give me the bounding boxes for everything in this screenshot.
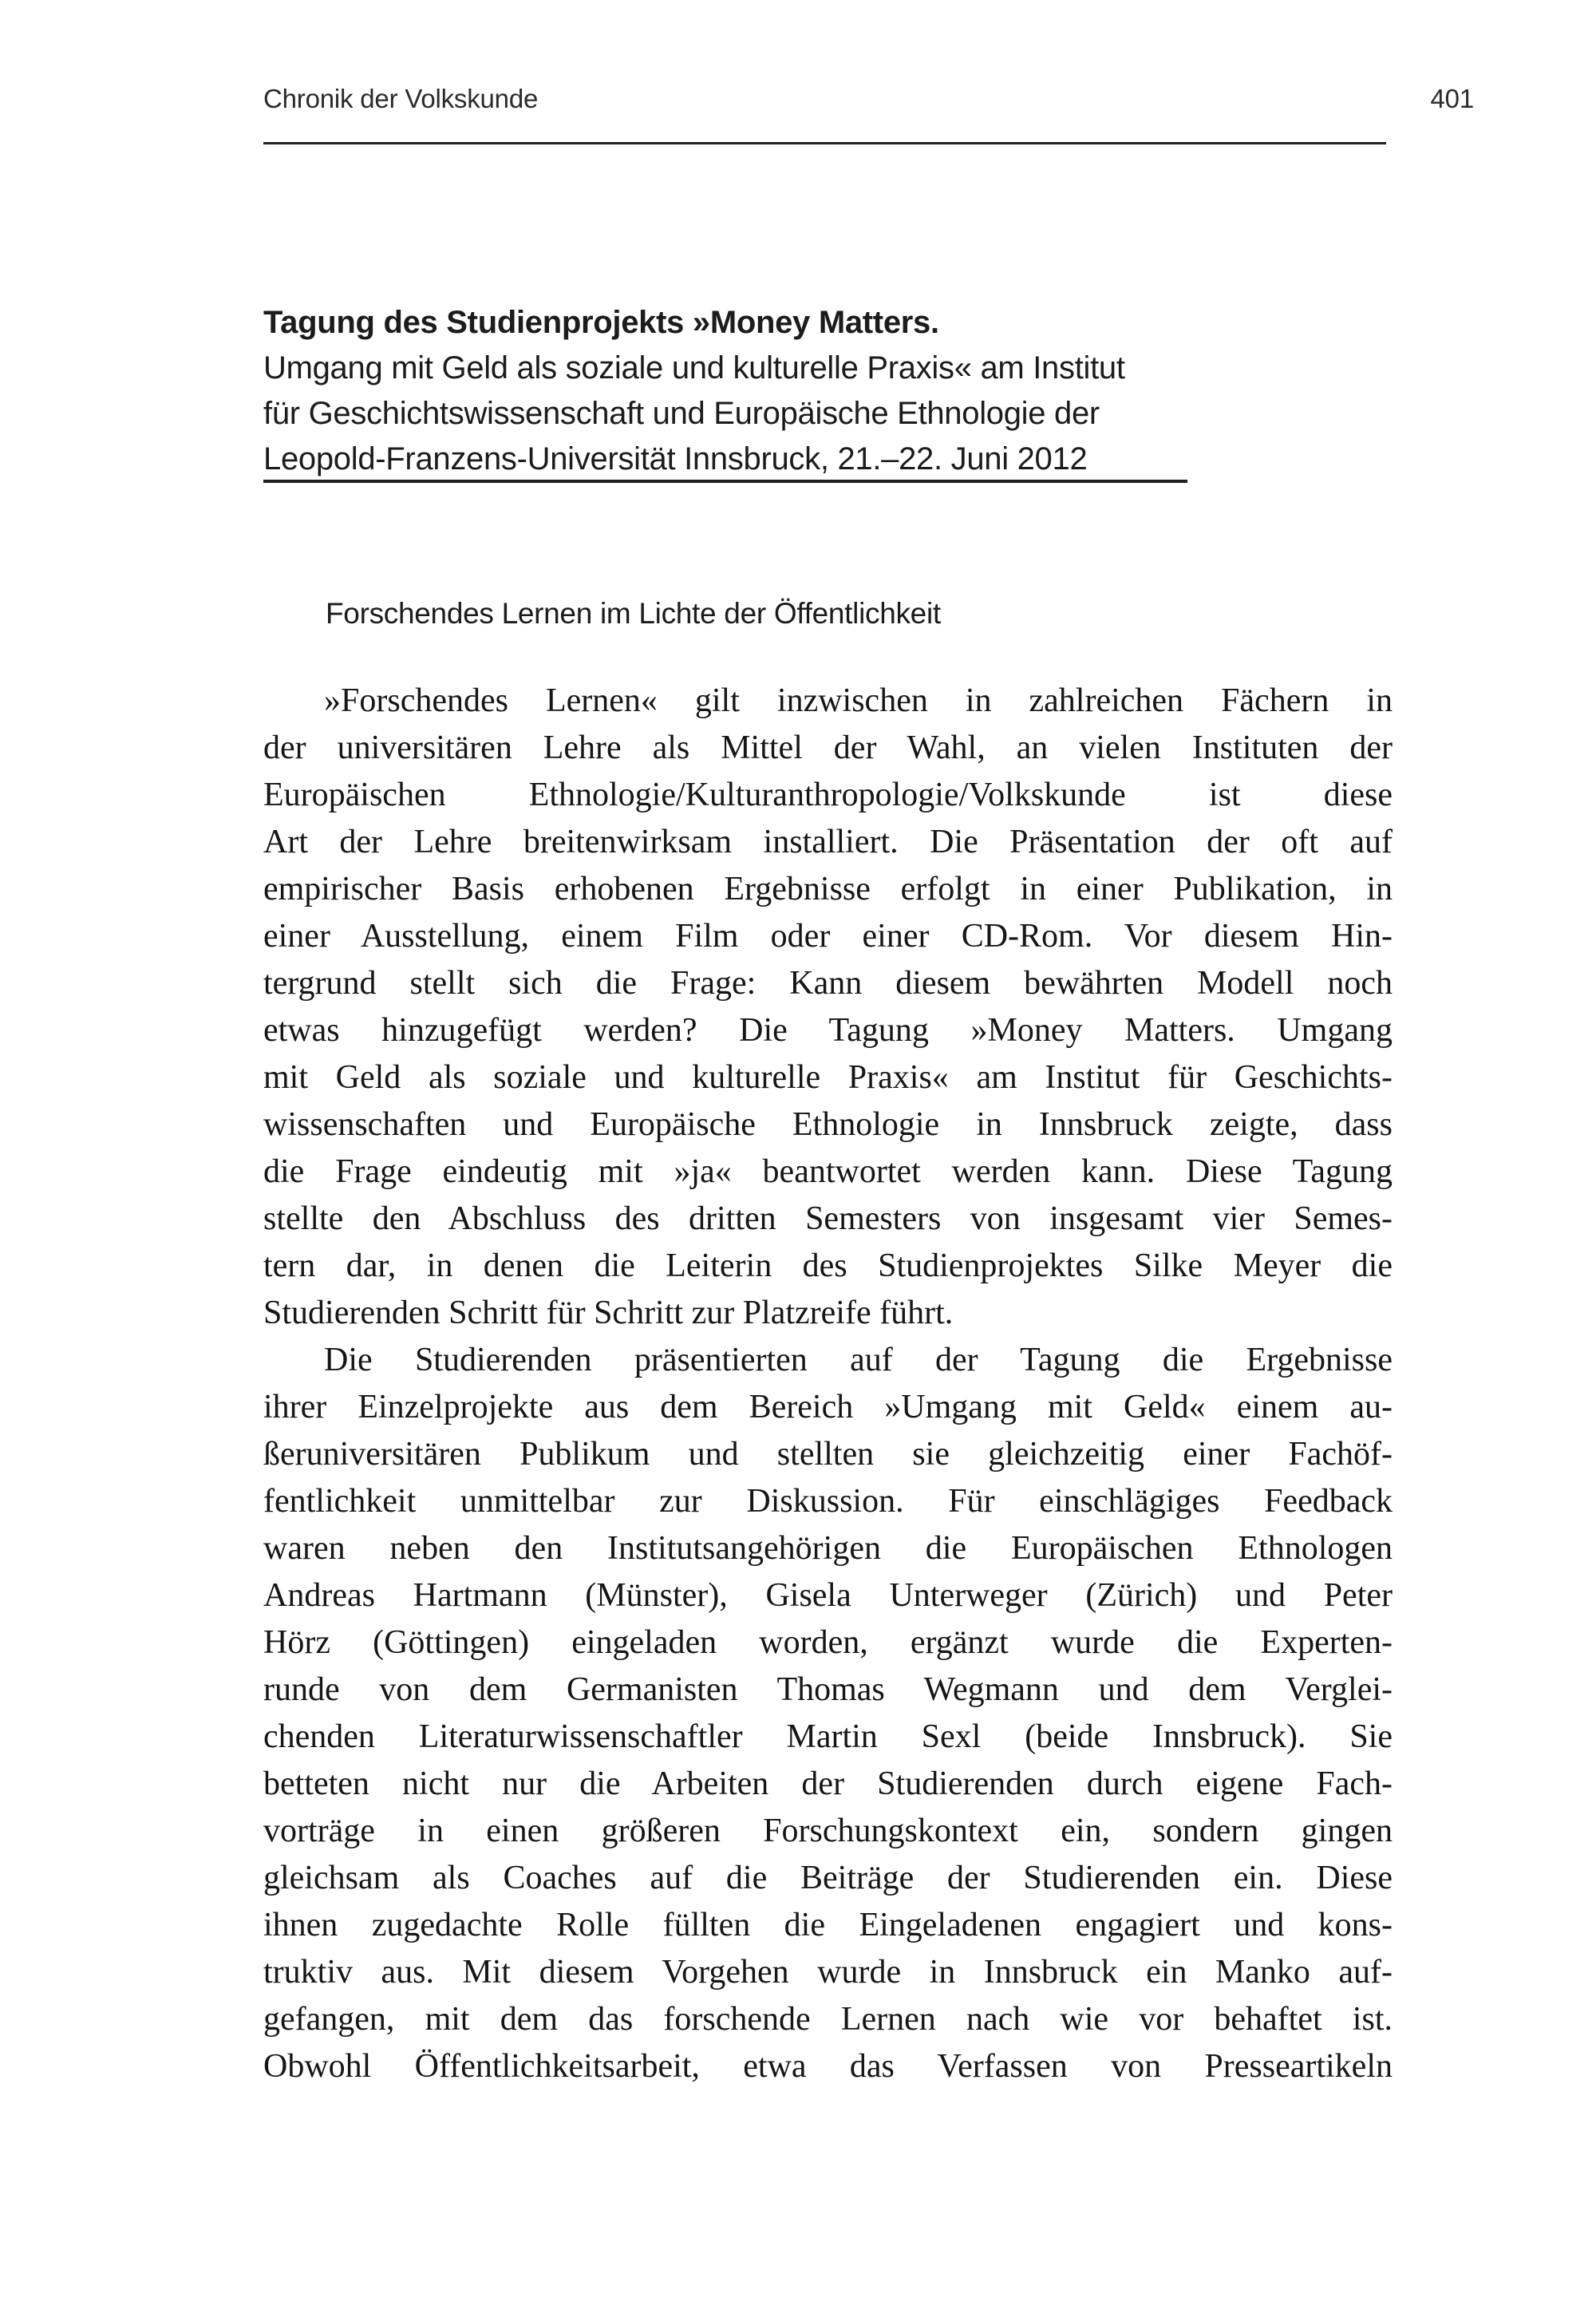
body-line: waren neben den Institutsangehörigen die Europäischen Ethnologen [263,1530,1393,1567]
body-line: empirischer Basis erhobenen Ergebnisse erfolgt in einer Publikation, in [263,871,1393,907]
body-text [263,678,1393,2090]
running-header-title: Chronik der Volkskunde [263,84,539,113]
body-line: wissenschaften und Europäische Ethnologie in Innsbruck zeigte, dass [263,1106,1393,1143]
body-line: ihnen zugedachte Rolle füllten die Eingeladenen engagiert und kons- [263,1907,1393,1943]
body-line: die Frage eindeutig mit »ja« beantwortet werden kann. Diese Tagung [263,1153,1393,1190]
body-line: etwas hinzugefügt werden? Die Tagung »Money Matters. Umgang [263,1012,1393,1049]
body-line: einer Ausstellung, einem Film oder einer CD-Rom. Vor diesem Hin- [263,918,1393,955]
body-line: fentlichkeit unmittelbar zur Diskussion. Für einschlägiges Feedback [263,1483,1393,1520]
body-line: der universitären Lehre als Mittel der Wahl, an vielen Instituten der [263,729,1393,766]
article-title [263,300,1349,482]
section-heading: Forschendes Lernen im Lichte der Öffentlichkeit [326,597,941,630]
running-header [263,82,1474,116]
article-title-line-2: Umgang mit Geld als soziale und kulturelle Praxis« am Institut [263,350,1125,385]
body-line: mit Geld als soziale und kulturelle Praxis« am Institut für Geschichts- [263,1059,1393,1096]
body-line: truktiv aus. Mit diesem Vorgehen wurde in Innsbruck ein Manko auf- [263,1954,1393,1991]
body-line: betteten nicht nur die Arbeiten der Studierenden durch eigene Fach- [263,1765,1393,1802]
body-line: Hörz (Göttingen) eingeladen worden, ergänzt wurde die Experten- [263,1624,1393,1661]
body-line: tern dar, in denen die Leiterin des Studienprojektes Silke Meyer die [263,1247,1393,1284]
body-line: gleichsam als Coaches auf die Beiträge der Studierenden ein. Diese [263,1860,1393,1896]
body-line: Art der Lehre breitenwirksam installiert. Die Präsentation der oft auf [263,824,1393,860]
header-rule [263,142,1386,144]
body-line: stellte den Abschluss des dritten Semesters von insgesamt vier Semes- [263,1200,1393,1237]
body-line: »Forschendes Lernen« gilt inzwischen in zahlreichen Fächern in [324,682,1393,719]
body-line: ihrer Einzelprojekte aus dem Bereich »Umgang mit Geld« einem au- [263,1389,1393,1425]
article-title-line-1: Tagung des Studienprojekts »Money Matters. [263,305,939,340]
body-line: runde von dem Germanisten Thomas Wegmann und dem Verglei- [263,1671,1393,1708]
body-line: gefangen, mit dem das forschende Lernen nach wie vor behaftet ist. [263,2001,1393,2038]
body-line: vorträge in einen größeren Forschungskontext ein, sondern gingen [263,1813,1393,1849]
body-line: chenden Literaturwissenschaftler Martin Sexl (beide Innsbruck). Sie [263,1718,1393,1755]
body-line: ßeruniversitären Publikum und stellten sie gleichzeitig einer Fachöf- [263,1436,1393,1473]
body-line: tergrund stellt sich die Frage: Kann diesem bewährten Modell noch [263,965,1393,1002]
article-title-line-3: für Geschichtswissenschaft und Europäische Ethnologie der [263,396,1100,431]
page-number: 401 [1430,84,1474,113]
body-line: Obwohl Öffentlichkeitsarbeit, etwa das Verfassen von Presseartikeln [263,2048,1393,2085]
body-line: Andreas Hartmann (Münster), Gisela Unterweger (Zürich) und Peter [263,1577,1393,1614]
body-line: Studierenden Schritt für Schritt zur Platzreife führt. [263,1295,954,1331]
body-line: Die Studierenden präsentierten auf der Tagung die Ergebnisse [324,1342,1393,1378]
title-rule [263,480,1187,483]
article-title-line-4: Leopold-Franzens-Universität Innsbruck, 21.–22. Juni 2012 [263,441,1088,476]
body-line: Europäischen Ethnologie/Kulturanthropologie/Volkskunde ist diese [263,777,1393,813]
